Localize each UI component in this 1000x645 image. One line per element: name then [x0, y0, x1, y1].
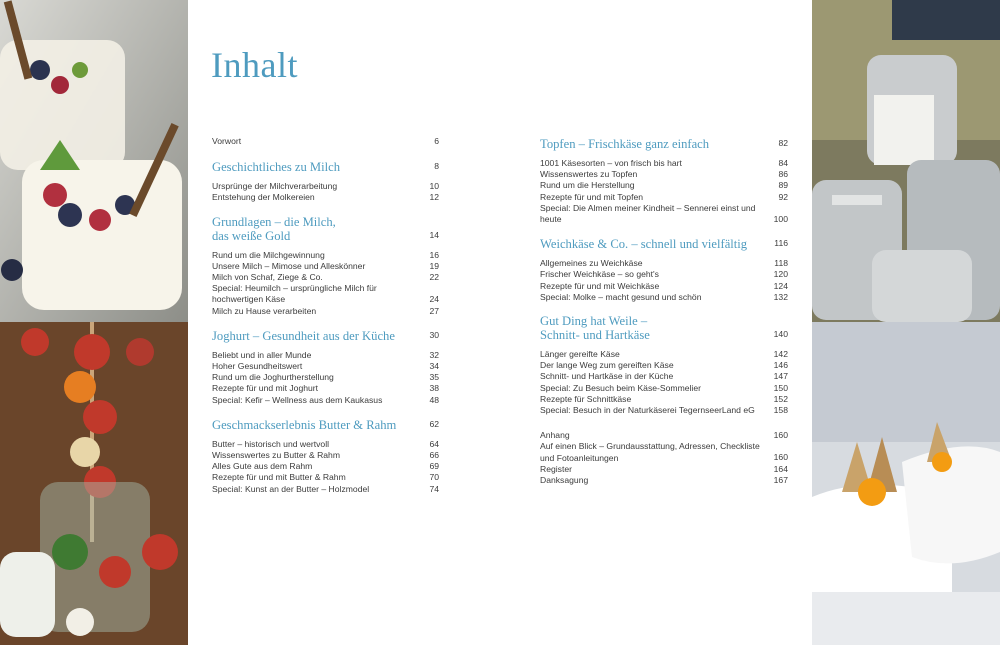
section-page: 30 — [429, 329, 439, 340]
toc-appendix — [540, 430, 788, 486]
toc-entry-label: Special: Heumilch – ursprüngliche Milch für hochwertigen Käse — [212, 283, 377, 305]
toc-entry-label: Rezepte für und mit Butter & Rahm — [212, 472, 346, 483]
toc-entry-page: 124 — [773, 280, 788, 291]
toc-entry[interactable] — [540, 281, 788, 292]
toc-entry[interactable] — [212, 306, 439, 317]
toc-entry-page: 35 — [429, 372, 439, 383]
photo-yogurt-cups — [0, 0, 188, 322]
toc-entry[interactable] — [212, 361, 439, 372]
toc-entry-label: Rezepte für und mit Weichkäse — [540, 280, 660, 291]
toc-entry-page: 147 — [773, 371, 788, 382]
toc-entry[interactable] — [540, 430, 788, 441]
toc-entry-label: Rezepte für Schnittkäse — [540, 393, 632, 404]
toc-entry[interactable] — [540, 383, 788, 394]
toc-entry-page: 86 — [778, 169, 788, 180]
toc-entry-label: Unsere Milch – Mimose und Alleskönner — [212, 260, 366, 271]
toc-entry[interactable] — [540, 394, 788, 405]
page-title: Inhalt — [211, 45, 298, 85]
photo-vegetable-skewer — [0, 322, 188, 645]
toc-entry-page: 38 — [429, 383, 439, 394]
section-title: Topfen – Frischkäse ganz einfach — [540, 137, 710, 151]
toc-entry-label: Butter – historisch und wertvoll — [212, 438, 330, 449]
toc-entry[interactable] — [212, 136, 439, 147]
photo-milk-cans — [812, 0, 1000, 322]
section-page: 116 — [774, 238, 788, 249]
toc-entry-page: 24 — [429, 294, 439, 305]
toc-entry-page: 84 — [778, 158, 788, 168]
toc-section-heading[interactable] — [540, 314, 788, 342]
toc-entry-label: Special: Zu Besuch beim Käse-Sommelier — [540, 382, 701, 393]
toc-section-heading[interactable] — [540, 236, 788, 251]
section-title: Grundlagen – die Milch, das weiße Gold — [212, 214, 336, 243]
toc-section-heading[interactable] — [212, 328, 439, 343]
toc-entry-label: Rund um die Herstellung — [540, 180, 635, 191]
toc-entry-page: 22 — [429, 272, 439, 283]
toc-entry-page: 118 — [774, 258, 788, 269]
toc-entry-page: 10 — [429, 181, 439, 192]
toc-entry-label: Special: Die Almen meiner Kindheit – Sennerei einst und heute — [540, 202, 756, 225]
toc-entry[interactable] — [212, 383, 439, 394]
toc-entry-page: 92 — [778, 191, 788, 202]
section-page: 62 — [429, 418, 439, 429]
toc-entry-page: 16 — [429, 249, 439, 260]
toc-entry-label: Rund um die Milchgewinnung — [212, 249, 325, 260]
section-title: Weichkäse & Co. – schnell und vielfältig — [540, 237, 748, 252]
section-page: 14 — [429, 229, 439, 240]
toc-entry-page: 27 — [429, 305, 439, 316]
toc-entry[interactable] — [540, 441, 788, 463]
toc-entry[interactable] — [540, 180, 788, 191]
toc-entry-page: 48 — [429, 394, 439, 405]
toc-entry[interactable] — [212, 261, 439, 272]
section-title: Geschichtliches zu Milch — [212, 160, 340, 175]
toc-entry[interactable] — [212, 283, 439, 305]
toc-entry-label: Auf einen Blick – Grundausstattung, Adressen, Checkliste und Fotoanleitungen — [540, 441, 760, 463]
toc-entry-label: Der lange Weg zum gereiften Käse — [540, 360, 674, 371]
toc-entry-label: Alles Gute aus dem Rahm — [212, 461, 313, 472]
toc-entry-page: 158 — [773, 405, 788, 416]
toc-entry-page: 160 — [773, 430, 788, 441]
toc-entry-label: Wissenswertes zu Topfen — [540, 169, 638, 180]
toc-entry-label: Vorwort — [212, 136, 242, 146]
toc-entry[interactable] — [212, 439, 439, 450]
toc-section — [540, 236, 788, 303]
toc-entry-page: 164 — [773, 463, 788, 474]
toc-entry[interactable] — [540, 292, 788, 303]
toc-entry-label: Entstehung der Molkereien — [212, 192, 315, 203]
toc-entry[interactable] — [212, 181, 439, 192]
toc-section — [212, 328, 439, 406]
toc-entry-page: 89 — [778, 180, 788, 191]
toc-entry-label: Rund um die Joghurtherstellung — [212, 372, 334, 383]
toc-entry-label: Beliebt und in aller Munde — [212, 349, 312, 360]
toc-left-column — [212, 136, 439, 506]
toc-entry-page: 6 — [434, 136, 439, 146]
section-title: Geschmackserlebnis Butter & Rahm — [212, 417, 397, 432]
toc-entry[interactable] — [212, 450, 439, 461]
toc-entry-page: 69 — [429, 461, 439, 472]
toc-entry-page: 167 — [773, 475, 788, 486]
toc-entry-page: 120 — [773, 269, 788, 280]
toc-entry[interactable] — [540, 360, 788, 371]
toc-entry-label: Allgemeines zu Weichkäse — [540, 258, 643, 269]
toc-entry-page: 132 — [773, 291, 788, 302]
toc-entry-label: Hoher Gesundheitswert — [212, 361, 303, 372]
toc-entry-page: 142 — [773, 349, 788, 360]
toc-entry-label: Special: Kefir – Wellness aus dem Kaukasus — [212, 394, 383, 405]
toc-entry-page: 64 — [429, 438, 439, 449]
toc-entry-label: Rezepte für und mit Topfen — [540, 191, 644, 202]
toc-entry[interactable] — [540, 269, 788, 280]
toc-entry-page: 152 — [773, 393, 788, 404]
toc-entry[interactable] — [212, 192, 439, 203]
toc-entry[interactable] — [212, 350, 439, 361]
toc-entry[interactable] — [540, 371, 788, 382]
toc-entry-page: 100 — [773, 214, 788, 225]
toc-entry-label: Special: Besuch in der Naturkäserei TegernseerLand eG — [540, 405, 755, 416]
toc-entry[interactable] — [540, 192, 788, 203]
toc-entry[interactable] — [540, 158, 788, 169]
toc-entry-label: Wissenswertes zu Butter & Rahm — [212, 450, 340, 461]
toc-entry-label: Anhang — [540, 430, 570, 441]
toc-entry-label: Register — [540, 463, 572, 474]
toc-section-heading[interactable] — [212, 215, 439, 243]
toc-entry-page: 66 — [429, 450, 439, 461]
toc-entry[interactable] — [540, 405, 788, 416]
toc-entry-page: 32 — [429, 349, 439, 360]
toc-entry-label: Schnitt- und Hartkäse in der Küche — [540, 371, 674, 382]
toc-entry[interactable] — [212, 484, 439, 495]
toc-entry-page: 34 — [429, 361, 439, 372]
toc-entry-label: Milch von Schaf, Ziege & Co. — [212, 272, 323, 283]
toc-entry[interactable] — [212, 372, 439, 383]
toc-section — [212, 417, 439, 495]
toc-entry[interactable] — [212, 272, 439, 283]
toc-entry-page: 12 — [429, 192, 439, 203]
section-title: Joghurt – Gesundheit aus der Küche — [212, 328, 395, 343]
section-page: 82 — [778, 138, 788, 148]
toc-section-heading[interactable] — [540, 136, 788, 151]
toc-entry-label: Länger gereifte Käse — [540, 349, 620, 360]
toc-entry-page: 150 — [773, 382, 788, 393]
section-page: 8 — [434, 161, 439, 172]
toc-entry-page: 160 — [773, 452, 788, 463]
toc-entry-label: Rezepte für und mit Joghurt — [212, 383, 319, 394]
section-title: Gut Ding hat Weile – Schnitt- und Hartkäse — [540, 314, 650, 343]
photo-physalis-dessert — [812, 322, 1000, 645]
toc-entry-label: Special: Molke – macht gesund und schön — [540, 291, 702, 302]
toc-entry-label: Ursprünge der Milchverarbeitung — [212, 181, 338, 192]
toc-entry[interactable] — [212, 461, 439, 472]
toc-entry[interactable] — [540, 203, 788, 225]
toc-entry-label: Special: Kunst an der Butter – Holzmodel — [212, 483, 370, 494]
toc-entry[interactable] — [212, 472, 439, 483]
toc-entry-label: 1001 Käsesorten – von frisch bis hart — [540, 158, 682, 168]
toc-entry[interactable] — [212, 250, 439, 261]
toc-entry[interactable] — [212, 395, 439, 406]
toc-entry[interactable] — [540, 464, 788, 475]
toc-entry-label: Milch zu Hause verarbeiten — [212, 305, 317, 316]
toc-entry-label: Danksagung — [540, 475, 589, 486]
toc-section — [212, 159, 439, 203]
toc-section — [540, 136, 788, 225]
toc-entry[interactable] — [540, 349, 788, 360]
toc-section-heading[interactable] — [212, 417, 439, 432]
toc-entry-page: 146 — [773, 360, 788, 371]
toc-right-column — [540, 136, 788, 497]
toc-section — [212, 215, 439, 317]
toc-entry[interactable] — [540, 258, 788, 269]
toc-entry-label: Frischer Weichkäse – so geht's — [540, 269, 659, 280]
toc-entry-page: 19 — [429, 260, 439, 271]
section-page: 140 — [773, 329, 788, 340]
toc-entry-page: 70 — [429, 472, 439, 483]
toc-entry-page: 74 — [429, 483, 439, 494]
toc-entry[interactable] — [540, 169, 788, 180]
toc-section — [540, 314, 788, 416]
toc-section-heading[interactable] — [212, 159, 439, 174]
toc-entry[interactable] — [540, 475, 788, 486]
